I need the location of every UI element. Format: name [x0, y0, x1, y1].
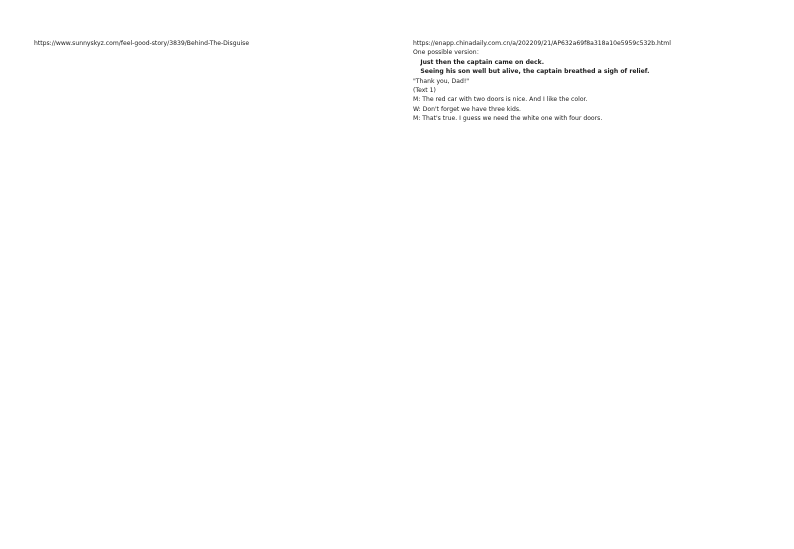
right-column	[413, 40, 770, 533]
dialog-line: W: Don't forget we have three kids.	[413, 105, 521, 113]
key-sentence: Seeing his son well but alive, the captain breathed a sigh of relief.	[420, 68, 650, 76]
source-url[interactable]: https://enapp.chinadaily.com.cn/a/202209/21/AP632a69f8a318a10e5959c532b.html	[413, 40, 671, 47]
audio-text-label: (Text 1)	[413, 87, 436, 95]
rubric: One possible version：	[413, 49, 483, 57]
dialog-line: M: That's true. I guess we need the white one with four doors.	[413, 115, 603, 123]
source-url[interactable]: https://www.sunnyskyz.com/feel-good-story/3839/Behind-The-Disguise	[34, 40, 250, 47]
key-sentence: Just then the captain came on deck.	[420, 58, 545, 66]
left-column	[34, 40, 391, 533]
dialog-line: M: The red car with two doors is nice. And I like the color.	[413, 96, 588, 104]
quote: "Thank you, Dad!"	[413, 77, 470, 85]
